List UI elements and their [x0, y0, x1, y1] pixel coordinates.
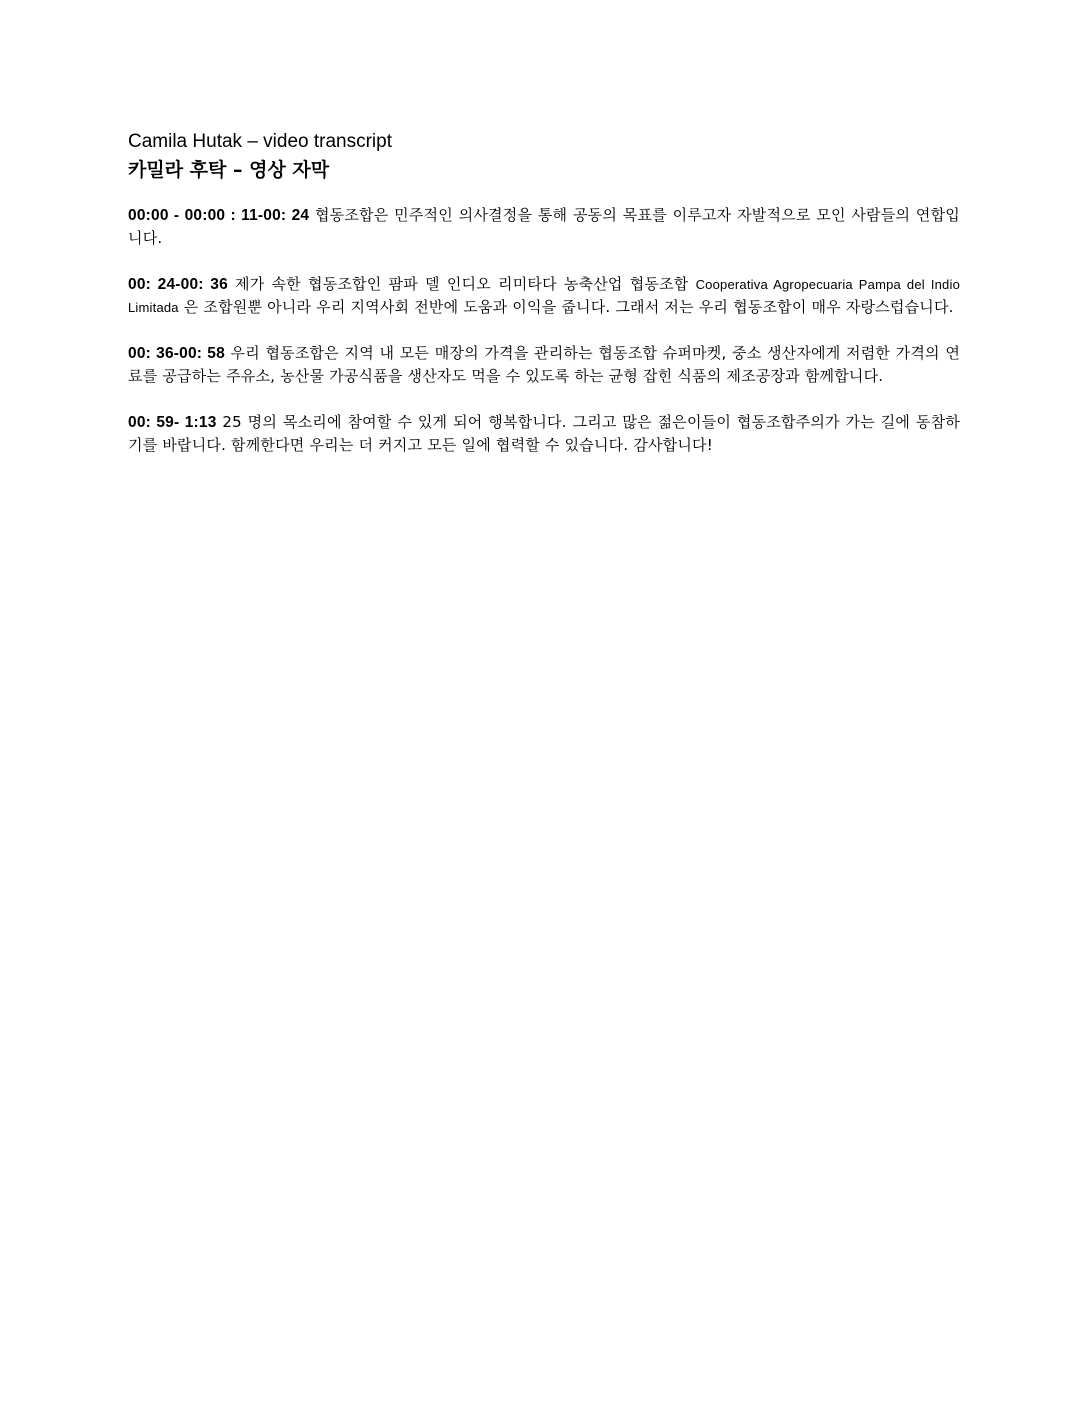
timestamp: 00: 24-00: 36 — [128, 276, 228, 293]
transcript-paragraph — [128, 411, 960, 457]
title-english: Camila Hutak – video transcript — [128, 131, 392, 152]
timestamp: 00: 36-00: 58 — [128, 345, 225, 362]
transcript-text: 25 명의 목소리에 참여할 수 있게 되어 행복합니다. 그리고 많은 젊은이들이 협동조합주의가 가는 길에 동참하기를 바랍니다. 함께한다면 우리는 더 커지고 모든 일에 협력할 수 있습니다. 감사합니다! — [128, 413, 960, 454]
document-content — [128, 128, 960, 480]
transcript-paragraph — [128, 273, 960, 319]
transcript-paragraph — [128, 342, 960, 388]
transcript-paragraph — [128, 204, 960, 250]
transcript-text: 우리 협동조합은 지역 내 모든 매장의 가격을 관리하는 협동조합 슈퍼마켓, 중소 생산자에게 저렴한 가격의 연료를 공급하는 주유소, 농산물 가공식품을 생산자도 먹을 수 있도록 하는 균형 잡힌 식품의 제조공장과 함께합니다. — [128, 344, 961, 385]
timestamp: 00: 59- 1:13 — [128, 414, 217, 431]
title-korean: 카밀라 후탁 – 영상 자막 — [128, 159, 330, 181]
timestamp: 00:00 - 00:00 : 11-00: 24 — [128, 207, 310, 224]
transcript-text: 은 조합원뿐 아니라 우리 지역사회 전반에 도움과 이익을 줍니다. 그래서 저는 우리 협동조합이 매우 자랑스럽습니다. — [183, 298, 954, 316]
transcript-text: 제가 속한 협동조합인 팜파 델 인디오 리미타다 농축산업 협동조합 — [235, 275, 689, 293]
cooperative-name: Cooperativa Agropecuaria Pampa del Indio Limitada — [128, 277, 961, 315]
transcript-text: 협동조합은 민주적인 의사결정을 통해 공동의 목표를 이루고자 자발적으로 모인 사람들의 연합입니다. — [128, 206, 960, 247]
